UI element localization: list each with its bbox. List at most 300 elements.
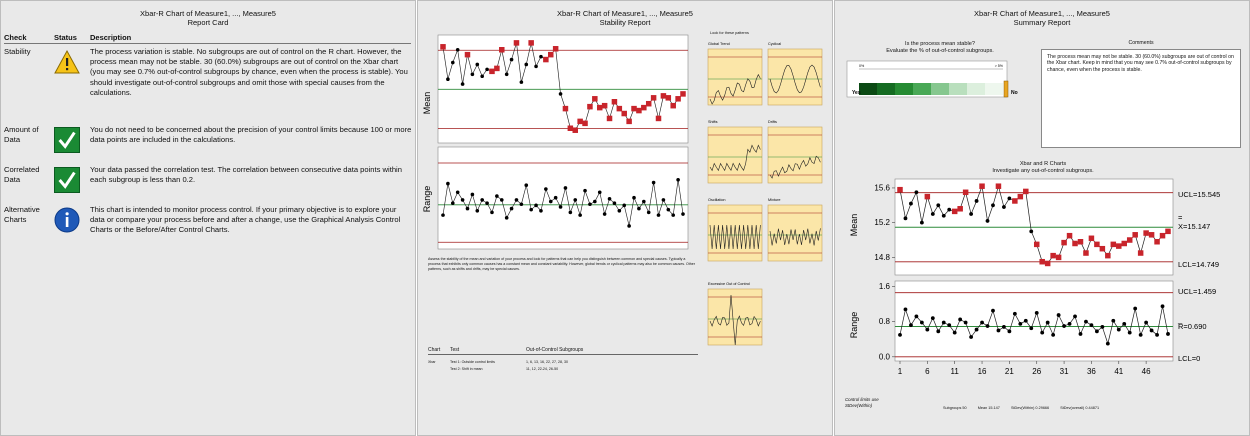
data-point (559, 205, 563, 209)
ooc-point (514, 40, 520, 46)
ooc-point (621, 111, 627, 117)
data-point (632, 196, 636, 200)
ooc-point (631, 106, 637, 112)
data-point (520, 202, 524, 206)
data-point (1117, 328, 1121, 332)
ooc-point (636, 108, 642, 114)
data-point (997, 329, 1001, 333)
mean-y-tick-label: 15.2 (874, 218, 890, 228)
ooc-point (582, 121, 588, 127)
pattern-label: Drifts (768, 120, 777, 124)
data-point (480, 74, 484, 78)
stat-mean: Mean 15.147 (977, 406, 1000, 410)
data-point (539, 55, 543, 59)
data-point (667, 208, 671, 212)
ooc-point (1149, 232, 1155, 238)
pattern-thumbnail (768, 42, 822, 105)
summary-report-panel (834, 0, 1250, 436)
stat-stdev-overall: StDev(overall) 0.44871 (1060, 406, 1100, 410)
data-point (657, 213, 661, 217)
ooc-point (553, 46, 559, 52)
data-point (671, 213, 675, 217)
ooc-point (1034, 242, 1040, 248)
stability-gauge (845, 59, 1035, 109)
x-tick-label: 16 (977, 367, 987, 376)
ooc-point (572, 127, 578, 133)
ooc-point (577, 119, 583, 125)
ooc-point (1111, 242, 1117, 248)
check-name: Correlated Data (4, 165, 40, 185)
pattern-thumbnail (708, 282, 762, 345)
ooc-point (1089, 236, 1095, 242)
data-point (1035, 311, 1039, 315)
range-center-prefix: _ (1178, 315, 1183, 324)
range-ucl-label: UCL=1.459 (1178, 287, 1217, 296)
data-point (524, 183, 528, 187)
data-point (475, 63, 479, 67)
ooc-point (925, 194, 931, 200)
ooc-point (661, 93, 667, 99)
data-point (608, 197, 612, 201)
x-tick-label: 21 (1004, 367, 1014, 376)
data-point (936, 203, 940, 207)
ooc-point (1039, 259, 1045, 265)
data-point (969, 335, 973, 339)
ooc-point (602, 103, 608, 109)
data-point (461, 198, 465, 202)
data-point (569, 211, 573, 215)
pattern-frame (708, 49, 762, 105)
check-description: This chart is intended to monitor process control. If your primary objective is to explore your data or compare your process before and after a change, use the Graphical Analysis Control Charts or the Before/After Control Charts. (90, 205, 401, 235)
ooc-point (1067, 233, 1073, 239)
ooc-point (563, 106, 569, 112)
data-point (466, 207, 470, 211)
ooc-point (996, 183, 1002, 189)
data-point (969, 212, 973, 216)
ooc-point (617, 106, 623, 112)
x-tick-label: 1 (897, 367, 903, 376)
summary-title: Xbar-R Chart of Measure1, ..., Measure5 (974, 9, 1110, 18)
ooc-point (670, 103, 676, 109)
ooc-point (651, 95, 657, 101)
data-point (510, 207, 514, 211)
ooc-point (1050, 253, 1056, 259)
gauge-segment (985, 83, 1003, 95)
data-point (1095, 329, 1099, 333)
data-point (904, 307, 908, 311)
data-point (549, 200, 553, 204)
ooc-point (607, 116, 613, 122)
data-point (485, 68, 489, 72)
data-point (920, 221, 924, 225)
data-point (588, 202, 592, 206)
data-point (1007, 196, 1011, 200)
summary-mean-axis-label: Mean (849, 213, 859, 237)
data-point (904, 216, 908, 220)
data-point (1133, 307, 1137, 311)
x-tick-label: 41 (1114, 367, 1124, 376)
summary-title-block (835, 9, 1249, 27)
ooc-point (1072, 241, 1078, 247)
ooc-point (587, 104, 593, 110)
mean-y-tick-label: 14.8 (874, 252, 890, 262)
ooc-point (1105, 253, 1111, 259)
x-tick-label: 31 (1059, 367, 1069, 376)
check-description: Your data passed the correlation test. The correlation between consecutive data points within each subgroup is less than 0.2. (90, 165, 402, 185)
data-point (1068, 322, 1072, 326)
data-point (515, 198, 519, 202)
ooc-point (440, 44, 446, 50)
mean-center-prefix: = (1178, 213, 1183, 222)
pattern-label: Global Trend (708, 42, 730, 46)
x-tick-label: 36 (1086, 367, 1096, 376)
ooc-point (489, 69, 495, 75)
data-point (1144, 321, 1148, 325)
summary-subtitle: Summary Report (1013, 18, 1071, 27)
stability-subtitle: Stability Report (599, 18, 651, 27)
data-point (964, 321, 968, 325)
data-point (931, 316, 935, 320)
data-point (1062, 324, 1066, 328)
report-card-header (4, 33, 411, 44)
pattern-label: Excessive Out of Control (708, 282, 750, 286)
data-point (578, 213, 582, 217)
data-point (544, 187, 548, 191)
data-point (471, 72, 475, 76)
report-card-title-block (1, 9, 415, 27)
warning-icon (54, 49, 80, 75)
data-point (676, 178, 680, 182)
data-point (637, 207, 641, 211)
xbar-r-title: Xbar and R Charts (1019, 161, 1067, 167)
pattern-frame (768, 127, 822, 183)
data-point (1155, 333, 1159, 337)
data-point (593, 200, 597, 204)
data-point (947, 323, 951, 327)
gauge-segment (859, 83, 877, 95)
pattern-frame (768, 205, 822, 261)
row-stability (4, 47, 411, 123)
gauge-left-tick: 0% (859, 64, 865, 68)
ooc-point (1138, 250, 1144, 256)
comments-title: Comments (1128, 40, 1154, 46)
stat-subgroups: Subgroups 50 (943, 406, 967, 410)
data-point (490, 211, 494, 215)
mean-lcl-label: LCL=14.749 (1178, 260, 1220, 269)
gauge-marker (1004, 81, 1008, 97)
data-point (1122, 322, 1126, 326)
data-point (953, 331, 957, 335)
data-point (925, 328, 929, 332)
data-point (991, 203, 995, 207)
data-point (598, 190, 602, 194)
stability-title: Xbar-R Chart of Measure1, ..., Measure5 (557, 9, 693, 18)
data-point (652, 181, 656, 185)
gauge-caption (845, 41, 1035, 55)
data-point (613, 201, 617, 205)
data-point (1057, 313, 1061, 317)
stability-charts (418, 31, 708, 251)
ooc-table (428, 347, 698, 374)
ooc-table-header (428, 347, 698, 355)
ooc-point (548, 52, 554, 58)
summary-charts (835, 177, 1250, 377)
data-point (451, 201, 455, 205)
data-point (1013, 312, 1017, 316)
summary-stats (943, 406, 1099, 410)
ooc-point (897, 187, 903, 193)
data-point (1100, 325, 1104, 329)
data-point (947, 208, 951, 212)
check-name: Stability (4, 47, 31, 56)
stability-title-block (418, 9, 832, 27)
xbar-r-caption (835, 161, 1250, 175)
check-name: Alternative Charts (4, 205, 40, 225)
data-point (475, 209, 479, 213)
ooc-point (952, 209, 958, 215)
ooc-row: Test 2: Shift in mean 11, 12, 22-24, 26-50 (450, 367, 559, 371)
row-alternative-charts (4, 205, 411, 245)
range-y-tick-label: 0.8 (878, 317, 890, 327)
ooc-point (494, 66, 500, 72)
ooc-point (1018, 194, 1024, 200)
data-point (1111, 319, 1115, 323)
ooc-row: Xbar Test 1: Outside control limits 1, 6, 13, 16, 22, 27, 28, 30 (428, 360, 568, 364)
pattern-label: Oscillation (708, 198, 726, 202)
data-point (456, 48, 460, 52)
stability-range-axis-label: Range (422, 185, 432, 213)
data-point (451, 61, 455, 65)
summary-range-axis-label: Range (849, 311, 859, 339)
ooc-point (1045, 261, 1051, 267)
data-point (1029, 229, 1033, 233)
data-point (495, 194, 499, 198)
data-point (915, 190, 919, 194)
data-point (554, 196, 558, 200)
check-icon (54, 167, 80, 193)
data-point (559, 92, 563, 96)
ooc-point (499, 47, 505, 53)
ooc-point (641, 105, 647, 111)
gauge-segment (895, 83, 913, 95)
data-point (1046, 321, 1050, 325)
ooc-point (957, 206, 963, 212)
ooc-point (1056, 255, 1062, 261)
gauge-yes-label: Yes (852, 90, 861, 96)
data-point (1106, 342, 1110, 346)
data-point (583, 189, 587, 193)
ooc-point (1116, 243, 1122, 249)
data-point (920, 321, 924, 325)
data-point (500, 198, 504, 202)
gauge-segment (949, 83, 967, 95)
ooc-point (963, 190, 969, 196)
data-point (1018, 322, 1022, 326)
report-card-panel (0, 0, 416, 436)
check-description: The process variation is stable. No subgroups are out of control on the R chart. However, the process mean may not be stable. 30 (60.0%) subgroups are out of control on the Xbar chart (you may see 0.7% out-of-control subgroups by chance, even when the process is stable). You should investigate out-of-control subgroups and omit those with special causes from the calculations. (90, 47, 408, 97)
data-point (1150, 329, 1154, 333)
ooc-point (1127, 237, 1133, 243)
ooc-point (1160, 233, 1166, 239)
gauge-segment (877, 83, 895, 95)
ooc-point (528, 40, 534, 46)
data-point (446, 77, 450, 81)
x-tick-label: 11 (950, 367, 959, 376)
range-y-tick-label: 1.6 (878, 282, 890, 292)
data-point (986, 324, 990, 328)
data-point (898, 333, 902, 337)
ooc-point (646, 101, 652, 107)
ooc-point (680, 91, 686, 97)
data-point (1040, 331, 1044, 335)
data-point (534, 65, 538, 69)
data-point (627, 224, 631, 228)
stability-report-panel (417, 0, 833, 436)
stability-note: Assess the stability of the mean and variation of your process and look for patterns that can help you distinguish between common and special causes. Typically a process that exhibits only common causes has a constant mean and constant variability. However, global trends or cyclical patterns may also be common causes. Other patterns, such as shifts and drifts, may be special causes. (428, 257, 695, 271)
mean-y-tick-label: 15.6 (874, 183, 890, 193)
data-point (446, 182, 450, 186)
pattern-thumbnails (706, 39, 830, 359)
ooc-header-chart: Chart (428, 347, 441, 353)
stat-stdev-within: StDev(Within) 0.29666 (1010, 406, 1050, 410)
data-point (662, 198, 666, 202)
data-point (485, 201, 489, 205)
ooc-point (1132, 232, 1138, 238)
data-point (441, 213, 445, 217)
stability-mean-axis-label: Mean (422, 91, 432, 115)
ooc-header-subgroups: Out-of-Control Subgroups (526, 347, 584, 353)
data-point (510, 58, 514, 62)
ooc-point (675, 96, 681, 102)
data-point (942, 214, 946, 218)
pattern-frame (768, 49, 822, 105)
data-point (520, 80, 524, 84)
ooc-point (543, 57, 549, 63)
info-icon (54, 207, 80, 233)
xbar-r-subtitle: Investigate any out-of-control subgroups. (992, 168, 1094, 174)
ooc-header-test: Test (450, 347, 460, 353)
data-point (1024, 319, 1028, 323)
ooc-point (568, 125, 574, 131)
data-point (524, 63, 528, 67)
gauge-right-tick: > 5% (994, 64, 1003, 68)
pattern-thumbnail (708, 120, 762, 183)
data-point (1079, 332, 1083, 336)
data-point (618, 209, 622, 213)
ooc-point (626, 119, 632, 125)
data-point (539, 209, 543, 213)
data-point (505, 72, 509, 76)
range-y-tick-label: 0.0 (878, 352, 890, 362)
check-icon (54, 127, 80, 153)
data-point (681, 212, 685, 216)
ooc-point (1061, 240, 1067, 246)
gauge-bar (859, 83, 1003, 95)
data-point (942, 321, 946, 325)
pattern-thumbnail (768, 198, 822, 261)
ooc-point (612, 99, 618, 105)
ooc-point (666, 95, 672, 101)
data-point (1073, 314, 1077, 318)
ooc-point (1083, 250, 1089, 256)
ooc-point (1121, 241, 1127, 247)
data-point (461, 82, 465, 86)
data-point (975, 199, 979, 203)
data-point (480, 198, 484, 202)
data-point (1051, 333, 1055, 337)
gauge-segment (967, 83, 985, 95)
data-point (1002, 205, 1006, 209)
ooc-point (1154, 239, 1160, 245)
data-point (1007, 329, 1011, 333)
range-center-label: R=0.690 (1178, 322, 1207, 331)
mean-ucl-label: UCL=15.545 (1178, 190, 1221, 199)
gauge-segment (931, 83, 949, 95)
data-point (534, 204, 538, 208)
data-point (936, 329, 940, 333)
check-description: You do not need to be concerned about the precision of your control limits because 100 or more data points are included in the calculations. (90, 125, 412, 145)
ooc-point (656, 116, 662, 122)
gauge-instruction: Evaluate the % of out-of-control subgroups. (886, 48, 994, 54)
ooc-point (1100, 246, 1106, 252)
check-name: Amount of Data (4, 125, 39, 145)
data-point (1090, 323, 1094, 327)
data-point (603, 212, 607, 216)
comments-text: The process mean may not be stable. 30 (60.0%) subgroups are out of control on the Xbar chart. Keep in mind that you may see 0.7% out-of-control subgroups by chance, even when the process is stable. (1047, 54, 1234, 73)
ooc-point (1165, 229, 1171, 235)
x-tick-label: 6 (925, 367, 930, 376)
ooc-point (1023, 189, 1029, 195)
ooc-point (979, 183, 985, 189)
pattern-thumbnail (708, 42, 762, 105)
data-point (622, 204, 626, 208)
header-status: Status (54, 33, 77, 42)
data-point (647, 211, 651, 215)
header-description: Description (90, 33, 132, 42)
row-correlated-data (4, 165, 411, 203)
data-point (909, 323, 913, 327)
header-check: Check (4, 33, 27, 42)
data-point (986, 219, 990, 223)
range-lcl-label: LCL=0 (1178, 354, 1201, 363)
pattern-label: Mixture (768, 198, 781, 202)
mean-center-label: X=15.147 (1178, 222, 1211, 231)
pattern-label: Shifts (708, 120, 718, 124)
patterns-title: Look for these patterns (710, 31, 749, 35)
gauge-no-label: No (1011, 90, 1018, 96)
control-limits-note: Control limits use StDev(Within) (845, 397, 879, 408)
report-card-title: Xbar-R Chart of Measure1, ..., Measure5 (140, 9, 276, 18)
x-tick-label: 26 (1032, 367, 1042, 376)
pattern-thumbnail (708, 198, 762, 261)
data-point (1166, 332, 1170, 336)
pattern-thumbnail (768, 120, 822, 183)
report-card-subtitle: Report Card (187, 18, 229, 27)
data-point (975, 328, 979, 332)
data-point (505, 216, 509, 220)
ooc-point (597, 105, 603, 111)
ooc-point (1143, 230, 1149, 236)
pattern-label: Cyclical (768, 42, 782, 46)
data-point (909, 202, 913, 206)
data-point (642, 200, 646, 204)
pattern-frame (708, 205, 762, 261)
data-point (980, 321, 984, 325)
x-tick-label: 46 (1141, 367, 1151, 376)
ooc-point (465, 52, 471, 58)
gauge-segment (913, 83, 931, 95)
data-point (991, 309, 995, 313)
